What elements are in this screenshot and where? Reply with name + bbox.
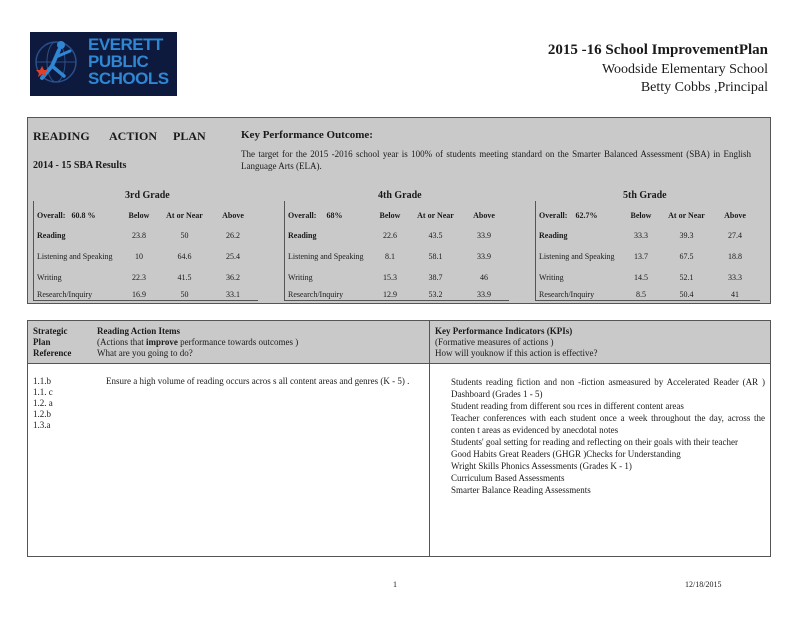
row-label: Listening and Speaking: [539, 252, 615, 261]
bullet-box-icon: [435, 448, 451, 460]
row-label: Reading: [37, 231, 66, 240]
kpi-list: [435, 376, 765, 496]
list-item: Teacher conferences with each student once a week throughout the day, across the conten t areas as evidenced by anecdotal notes: [435, 412, 765, 436]
list-item: 1.2.b: [33, 409, 51, 419]
table-row: [535, 286, 760, 303]
strategic-plan-refs: [33, 376, 53, 431]
above-cell: 46: [480, 273, 488, 282]
bullet-box-icon: [435, 460, 451, 472]
key-performance-outcome-text: The target for the 2015 -2016 school year is 100% of students meeting standard on the Smarter Balanced Assessment (SBA) in English Language Arts (ELA).: [241, 149, 751, 171]
list-item: Students reading fiction and non -fiction asmeasured by Accelerated Reader (AR ) Dashboard (Grades 1 - 5): [435, 376, 765, 400]
below-cell: 8.5: [636, 290, 646, 299]
list-item: 1.3.a: [33, 420, 51, 430]
list-item: Wright Skills Phonics Assessments (Grades K - 1): [435, 460, 765, 472]
list-item: 1.1.b: [33, 376, 51, 386]
at-near-cell: 39.3: [679, 231, 694, 240]
row-label: Research/Inquiry: [37, 290, 93, 299]
column-divider: [429, 321, 430, 556]
at-near-cell: 53.2: [428, 290, 443, 299]
at-near-cell: 67.5: [679, 252, 694, 261]
above-cell: 18.8: [728, 252, 742, 261]
action-items-heading: Reading Action Items (Actions that improve performance towards outcomes ) What are you going to do?: [97, 326, 299, 358]
list-item: Ensure a high volume of reading occurs acros s all content areas and genres (K - 5) .: [90, 376, 410, 387]
above-cell: 25.4: [226, 252, 240, 261]
col-at-near: At or Near: [417, 210, 454, 220]
row-label: Listening and Speaking: [37, 252, 113, 261]
at-near-cell: 38.7: [428, 273, 443, 282]
reading-heading: READING: [33, 129, 90, 143]
kpi-heading: Key Performance Indicators (KPIs) (Formative measures of actions ) How will youknow if this action is effective?: [435, 326, 598, 358]
plan-title: 2015 -16 School ImprovementPlan: [547, 42, 768, 58]
list-item: Student reading from different sou rces in different content areas: [435, 400, 765, 412]
overall-cell: Overall: 62.7%: [539, 210, 598, 220]
below-cell: 13.7: [634, 252, 648, 261]
below-cell: 10: [135, 252, 143, 261]
table-row: [33, 227, 258, 244]
grade-3-table: [33, 203, 258, 303]
school-name: Woodside Elementary School: [601, 62, 768, 77]
footer-date: 12/18/2015: [685, 580, 722, 589]
grade-4-table: [284, 203, 509, 303]
strategic-plan-reference-heading: Strategic Plan Reference: [33, 326, 72, 358]
page-number: 1: [393, 580, 397, 589]
row-label: Research/Inquiry: [288, 290, 344, 299]
table-row: [33, 286, 258, 303]
plan-heading: PLAN: [173, 129, 206, 143]
above-cell: 33.9: [477, 252, 491, 261]
at-near-cell: 50: [180, 231, 189, 240]
table-row: [535, 269, 760, 286]
table-row: [535, 244, 760, 269]
above-cell: 33.3: [728, 273, 742, 282]
grade-4-title: 4th Grade: [378, 190, 422, 201]
above-cell: 26.2: [226, 231, 240, 240]
table-row: [284, 269, 509, 286]
table-header-row: [33, 203, 258, 227]
action-item-list: [90, 376, 410, 387]
overall-cell: Overall: 60.8 %: [37, 210, 96, 220]
col-below: Below: [128, 210, 150, 220]
list-item: Smarter Balance Reading Assessments: [435, 484, 765, 496]
below-cell: 16.9: [132, 290, 146, 299]
above-cell: 41: [731, 290, 739, 299]
at-near-cell: 43.5: [428, 231, 443, 240]
list-item: 1.1. c: [33, 387, 53, 397]
below-cell: 14.5: [634, 273, 648, 282]
at-near-cell: 58.1: [428, 252, 443, 261]
below-cell: 12.9: [383, 290, 397, 299]
reading-action-plan-panel: [27, 117, 771, 304]
above-cell: 33.9: [477, 231, 491, 240]
overall-cell: Overall: 68%: [288, 210, 343, 220]
table-row: [284, 286, 509, 303]
at-near-cell: 50: [180, 290, 189, 299]
at-near-cell: 41.5: [177, 273, 192, 282]
above-cell: 27.4: [728, 231, 742, 240]
below-cell: 8.1: [385, 252, 395, 261]
below-cell: 33.3: [634, 231, 648, 240]
bullet-box-icon: [435, 472, 451, 484]
district-logo: [30, 32, 177, 96]
table-row: [535, 227, 760, 244]
table-header-row: [284, 203, 509, 227]
row-label: Writing: [288, 273, 313, 282]
bullet-box-icon: [435, 484, 451, 496]
grade-3-title: 3rd Grade: [125, 190, 170, 201]
above-cell: 33.1: [226, 290, 240, 299]
grade-5-title: 5th Grade: [623, 190, 667, 201]
col-at-near: At or Near: [668, 210, 705, 220]
at-near-cell: 50.4: [679, 290, 694, 299]
action-heading: ACTION: [109, 129, 158, 143]
table-header-row: [535, 203, 760, 227]
table-row: [284, 227, 509, 244]
bullet-box-icon: [435, 400, 451, 412]
row-label: Writing: [37, 273, 62, 282]
grade-5-table: [535, 203, 760, 303]
row-label: Listening and Speaking: [288, 252, 364, 261]
key-performance-outcome-label: Key Performance Outcome:: [241, 129, 373, 141]
list-item: Good Habits Great Readers (GHGR )Checks for Understanding: [435, 448, 765, 460]
row-label: Writing: [539, 273, 564, 282]
above-cell: 33.9: [477, 290, 491, 299]
row-label: Reading: [288, 231, 317, 240]
action-items-section: [27, 320, 771, 557]
list-item: 1.2. a: [33, 398, 53, 408]
col-above: Above: [724, 210, 746, 220]
below-cell: 22.6: [383, 231, 397, 240]
above-cell: 36.2: [226, 273, 240, 282]
table-row: [33, 244, 258, 269]
at-near-cell: 52.1: [679, 273, 694, 282]
at-near-cell: 64.6: [177, 252, 192, 261]
bullet-box-icon: [90, 376, 106, 387]
below-cell: 23.8: [132, 231, 146, 240]
list-item: Curriculum Based Assessments: [435, 472, 765, 484]
col-above: Above: [222, 210, 244, 220]
col-at-near: At or Near: [166, 210, 203, 220]
bullet-box-icon: [435, 436, 451, 448]
table-row: [284, 244, 509, 269]
sba-results-label: 2014 - 15 SBA Results: [33, 160, 127, 171]
bullet-box-icon: [435, 412, 451, 436]
col-below: Below: [379, 210, 401, 220]
below-cell: 22.3: [132, 273, 146, 282]
principal-name: Betty Cobbs ,Principal: [640, 80, 768, 95]
logo-wordmark: EVERETT PUBLIC SCHOOLS: [88, 35, 169, 88]
list-item: Students' goal setting for reading and reflecting on their goals with their teacher: [435, 436, 765, 448]
col-above: Above: [473, 210, 495, 220]
row-label: Research/Inquiry: [539, 290, 595, 299]
row-label: Reading: [539, 231, 568, 240]
bullet-box-icon: [435, 376, 451, 400]
below-cell: 15.3: [383, 273, 397, 282]
table-row: [33, 269, 258, 286]
col-below: Below: [630, 210, 652, 220]
